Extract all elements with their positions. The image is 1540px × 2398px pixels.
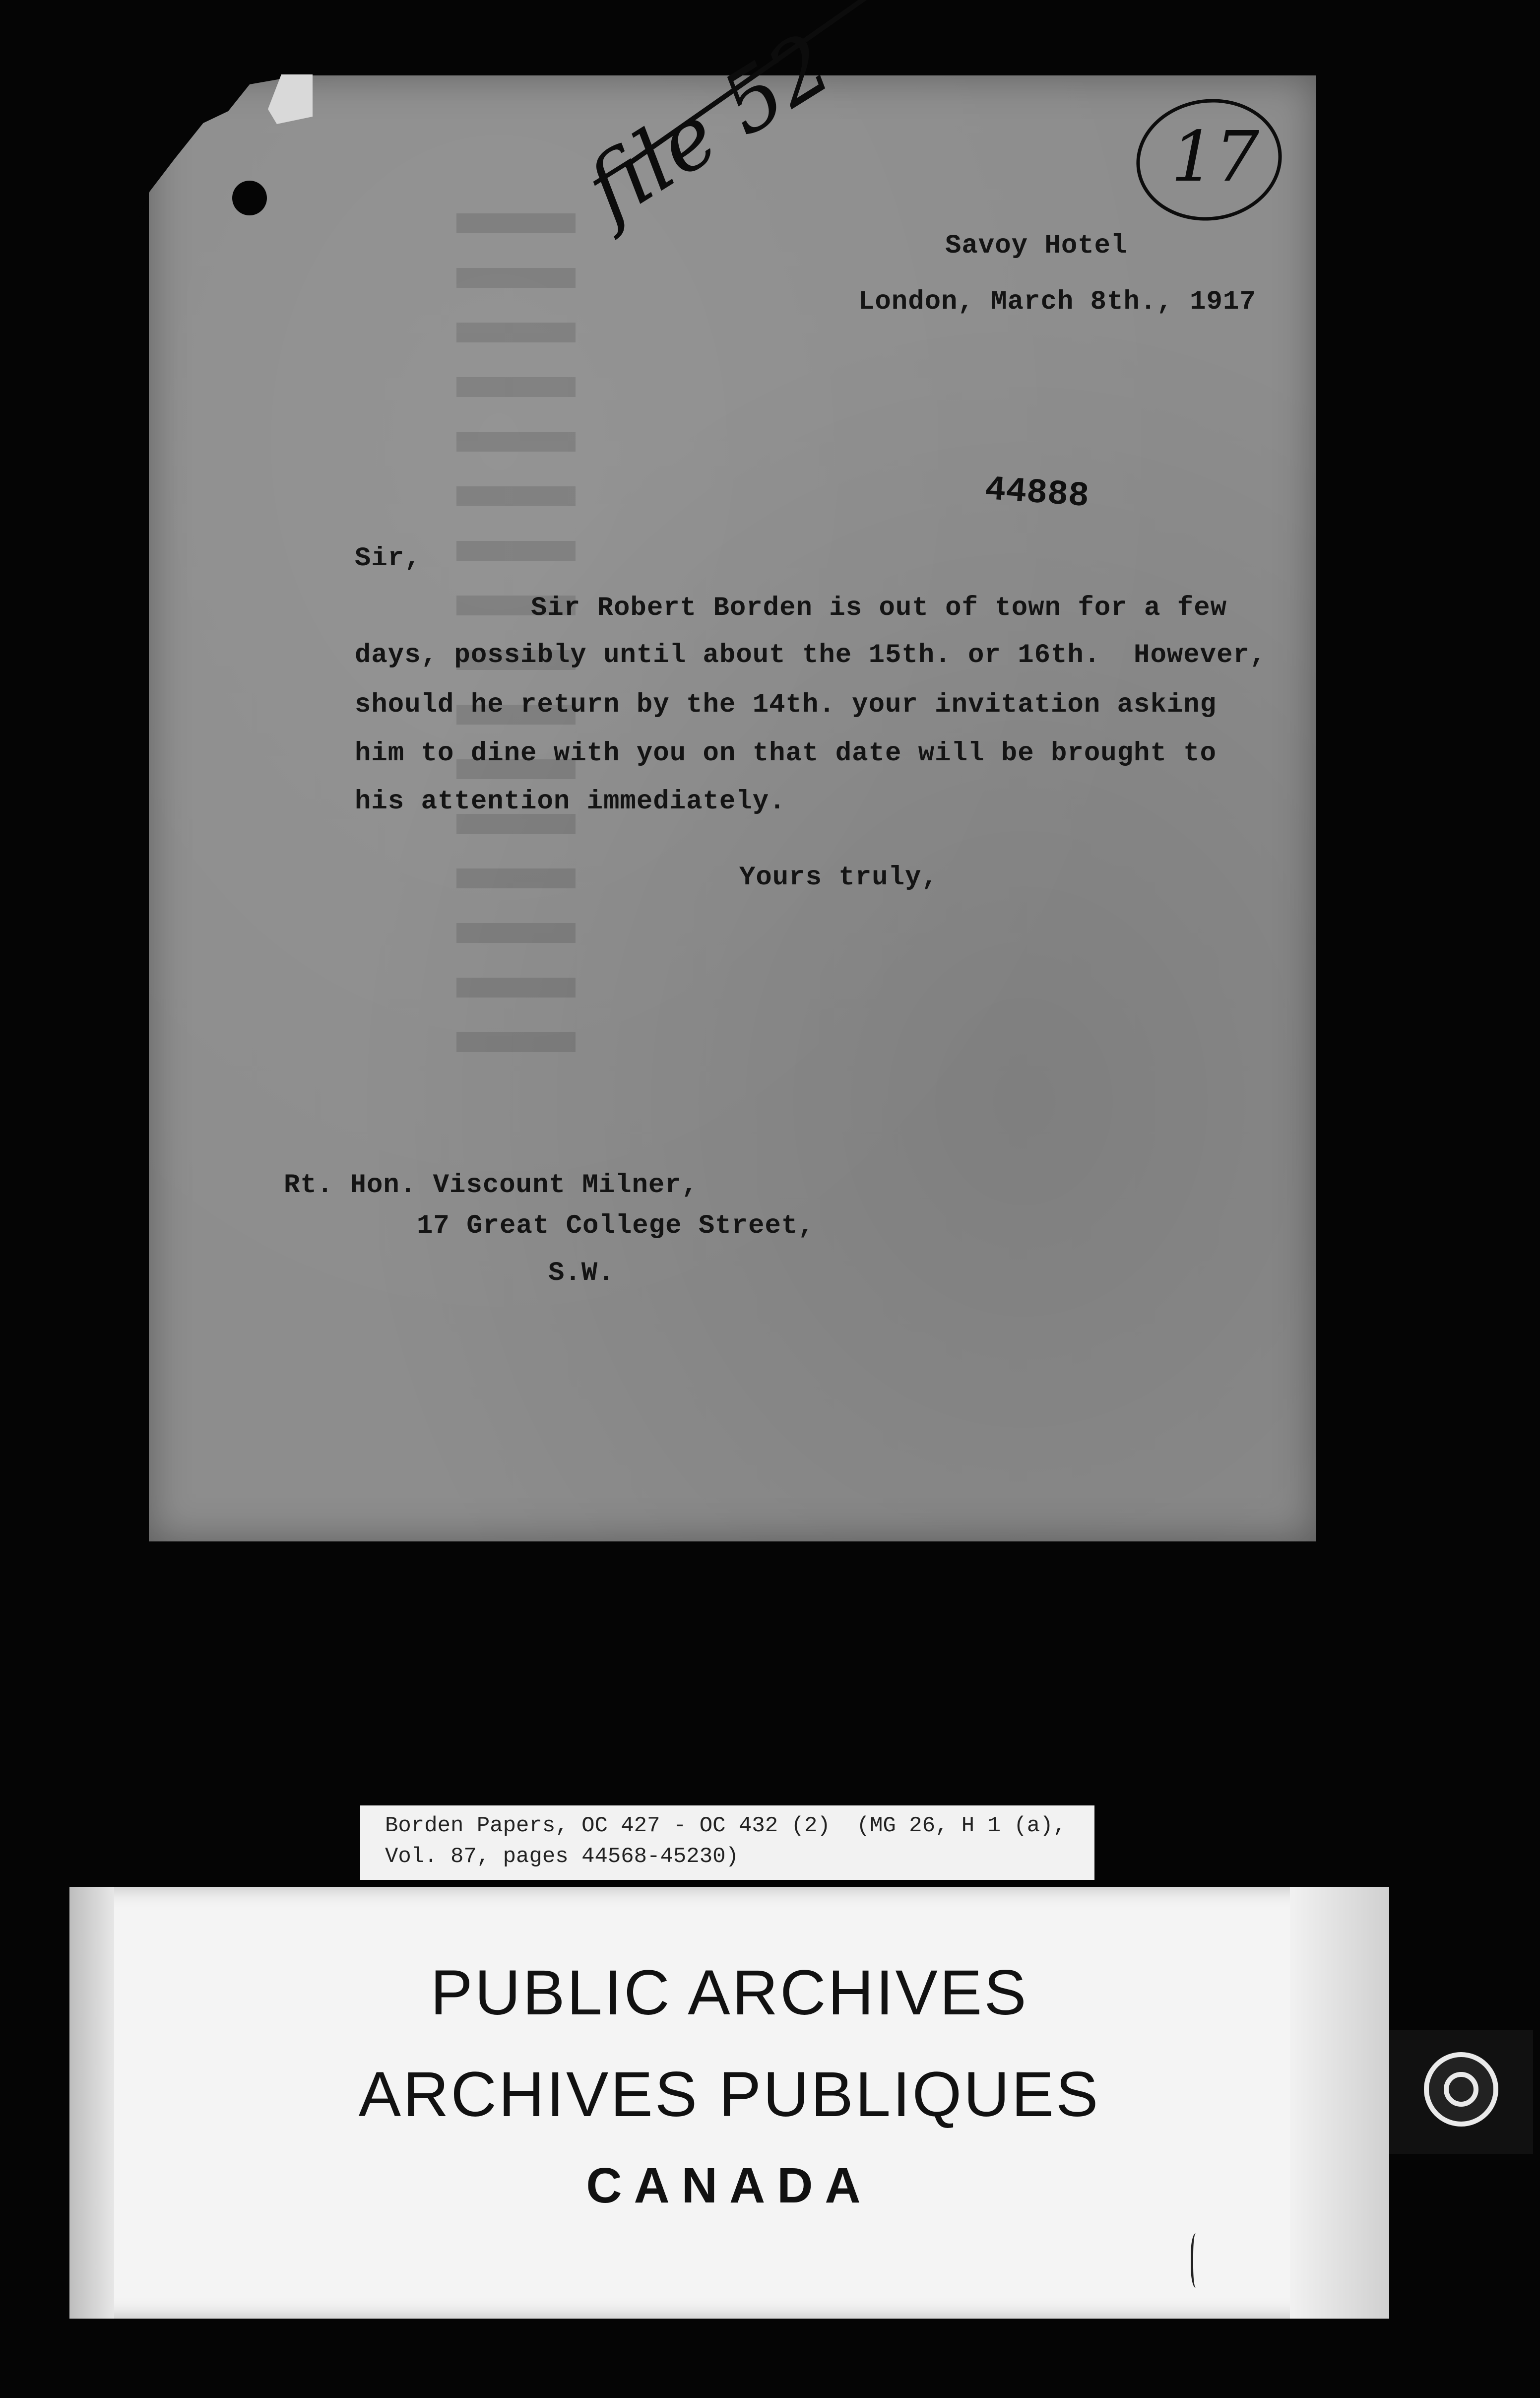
archives-title-en: PUBLIC ARCHIVES <box>430 1957 1028 2028</box>
body-line: his attention immediately. <box>355 787 786 817</box>
catalog-label <box>360 1805 1094 1880</box>
body-line: should he return by the 14th. your invitation asking <box>355 690 1217 720</box>
show-through-stamp <box>456 208 576 1052</box>
pen-mark <box>1191 2233 1203 2288</box>
catalog-line: Borden Papers, OC 427 - OC 432 (2) (MG 26, H 1 (a), <box>385 1813 1067 1838</box>
salutation: Sir, <box>355 543 421 574</box>
handwritten-file-note: file 52 <box>569 14 848 240</box>
archive-seal-icon <box>1424 2052 1498 2127</box>
body-line: Sir Robert Borden is out of town for a few <box>531 593 1227 623</box>
archives-country: CANADA <box>586 2158 873 2213</box>
hotel-name: Savoy Hotel <box>945 231 1128 261</box>
address-line: S.W. <box>548 1258 615 1288</box>
body-line: days, possibly until about the 15th. or 16th. However, <box>355 640 1267 670</box>
circled-number: 17 <box>1171 117 1260 198</box>
body-line: him to dine with you on that date will be brought to <box>355 738 1217 769</box>
punch-hole <box>232 181 267 215</box>
catalog-line: Vol. 87, pages 44568-45230) <box>385 1844 739 1869</box>
address-line: Rt. Hon. Viscount Milner, <box>284 1170 699 1200</box>
place-date: London, March 8th., 1917 <box>858 287 1256 317</box>
closing: Yours truly, <box>739 863 938 893</box>
archives-title-fr: ARCHIVES PUBLIQUES <box>358 2059 1100 2130</box>
address-line: 17 Great College Street, <box>417 1211 815 1241</box>
reference-number: 44888 <box>983 470 1091 517</box>
